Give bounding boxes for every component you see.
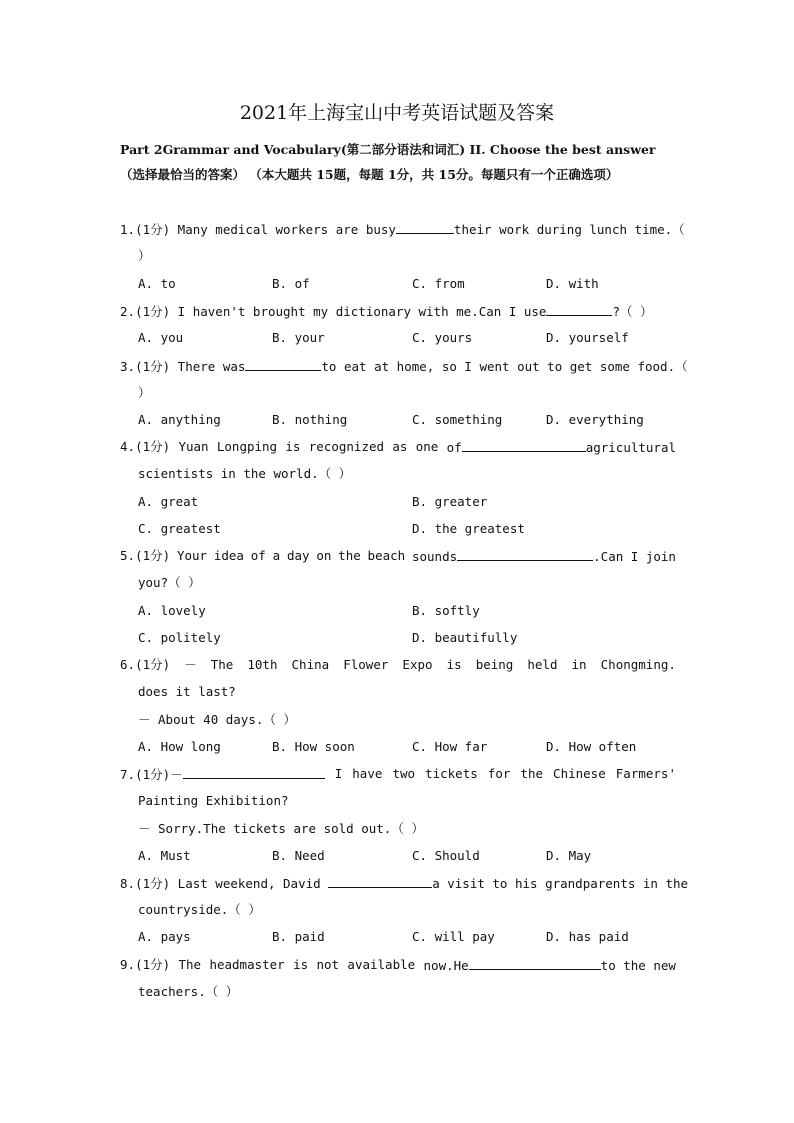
option-b: B. nothing [272, 412, 348, 427]
question-8-cont: countryside.（ ） [138, 902, 261, 917]
question-9-cont: teachers.（ ） [138, 984, 239, 999]
option-b: B. softly [412, 603, 480, 618]
answer-blank [546, 303, 612, 316]
question-7-reply: － Sorry.The tickets are sold out.（ ） [138, 821, 424, 836]
question-7: 7.(1分)－ I have two tickets for the Chinese Farmers' [120, 766, 676, 782]
option-d: D. beautifully [412, 630, 518, 645]
answer-blank [396, 221, 454, 234]
question-9: 9.(1分) The headmaster is not available now.He to the new [120, 957, 676, 973]
option-d: D. with [546, 276, 599, 291]
answer-blank [462, 439, 586, 452]
option-a: A. anything [138, 412, 221, 427]
question-5: 5.(1分) Your idea of a day on the beach sounds .Can I join [120, 548, 676, 564]
answer-blank [457, 548, 593, 561]
option-d: D. yourself [546, 330, 629, 345]
option-a: A. How long [138, 739, 221, 754]
option-b: B. paid [272, 929, 325, 944]
question-2: 2.(1分) I haven't brought my dictionary with me.Can I use ?（ ） [120, 304, 653, 319]
option-a: A. great [138, 494, 199, 509]
question-6-cont: does it last? [138, 684, 236, 699]
option-c: C. something [412, 412, 503, 427]
answer-blank [469, 957, 601, 970]
question-7-cont: Painting Exhibition? [138, 793, 289, 808]
option-a: A. you [138, 330, 184, 345]
option-a: A. to [138, 276, 176, 291]
option-d: D. May [546, 848, 592, 863]
option-c: C. will pay [412, 929, 495, 944]
answer-blank [183, 766, 325, 779]
option-d: D. has paid [546, 929, 629, 944]
option-b: B. Need [272, 848, 325, 863]
option-c: C. How far [412, 739, 488, 754]
option-b: B. greater [412, 494, 488, 509]
option-d: D. How often [546, 739, 637, 754]
question-5-cont: you?（ ） [138, 575, 201, 590]
option-d: D. everything [546, 412, 644, 427]
option-b: B. of [272, 276, 310, 291]
section-instructions: （选择最恰当的答案） （本大题共 15题，每题 1分，共 15分。每题只有一个正确选项） [120, 167, 619, 182]
option-b: B. How soon [272, 739, 355, 754]
page-title: 2021年上海宝山中考英语试题及答案 [239, 102, 555, 124]
option-c: C. greatest [138, 521, 221, 536]
question-3-cont: ） [138, 385, 151, 400]
option-c: C. Should [412, 848, 480, 863]
question-4: 4.(1分) Yuan Longping is recognized as one of agricultural [120, 439, 676, 455]
answer-blank [245, 358, 321, 371]
option-c: C. from [412, 276, 465, 291]
option-a: A. pays [138, 929, 191, 944]
question-4-cont: scientists in the world.（ ） [138, 466, 352, 481]
option-d: D. the greatest [412, 521, 525, 536]
question-1: 1.(1分) Many medical workers are busy their work during lunch time.（ [120, 222, 685, 237]
question-6-reply: － About 40 days.（ ） [138, 712, 296, 727]
question-8: 8.(1分) Last weekend, David a visit to his grandparents in the [120, 876, 689, 891]
answer-blank [328, 875, 432, 888]
section-heading: Part 2Grammar and Vocabulary(第二部分语法和词汇) II. Choose the best answer [120, 142, 656, 157]
option-a: A. Must [138, 848, 191, 863]
question-1-cont: ） [138, 248, 151, 263]
option-c: C. politely [138, 630, 221, 645]
option-c: C. yours [412, 330, 473, 345]
question-6: 6.(1分) － The 10th China Flower Expo is being held in Chongming. [120, 657, 676, 672]
question-3: 3.(1分) There was to eat at home, so I went out to get some food.（ [120, 359, 688, 374]
option-a: A. lovely [138, 603, 206, 618]
option-b: B. your [272, 330, 325, 345]
